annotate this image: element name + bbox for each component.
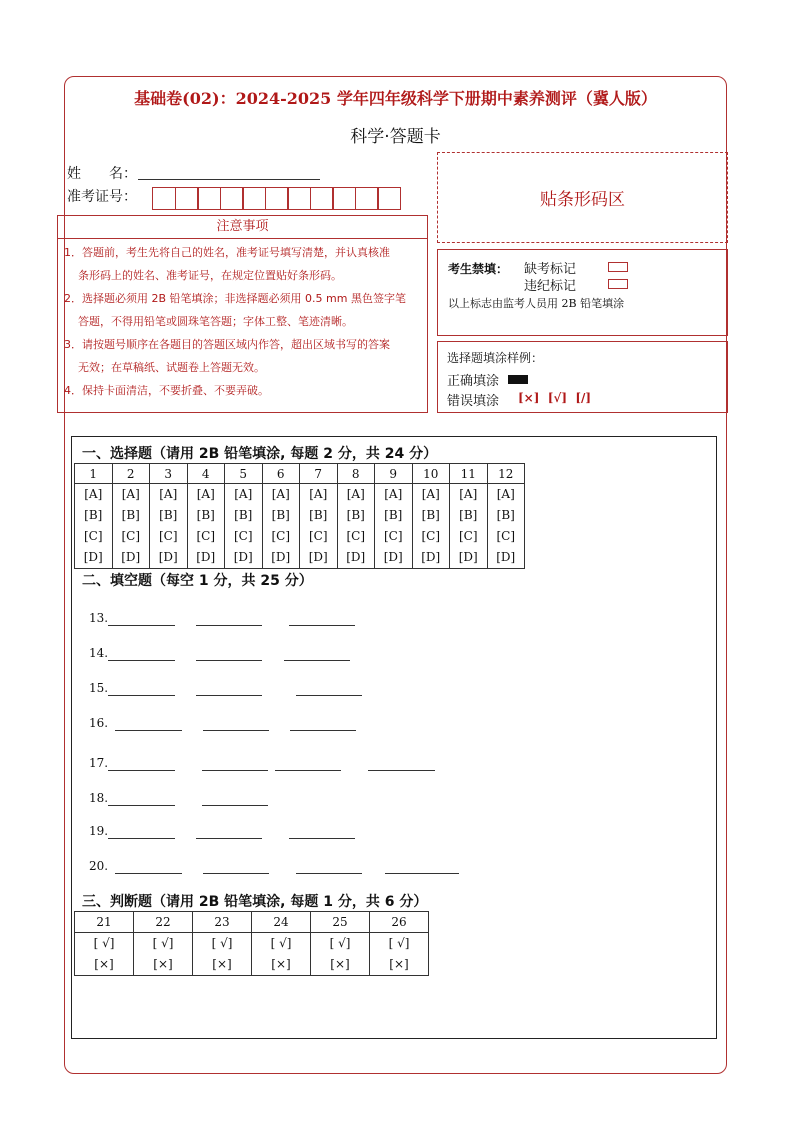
multiple-choice-grid xyxy=(74,463,525,569)
choice-option-bubble[interactable]: [C] xyxy=(121,529,141,543)
choice-option-bubble[interactable]: [B] xyxy=(496,508,515,522)
choice-option-bubble[interactable]: [D] xyxy=(158,550,178,564)
choice-option-bubble[interactable]: [B] xyxy=(346,508,365,522)
choice-option-bubble[interactable]: [D] xyxy=(233,550,253,564)
answer-blank[interactable] xyxy=(196,660,262,661)
choice-options-cell xyxy=(487,484,525,569)
choice-option-bubble[interactable]: [B] xyxy=(84,508,103,522)
notice-heading: 注意事项 xyxy=(58,216,427,239)
judge-option-bubble[interactable]: [×] xyxy=(271,957,291,971)
fill-question-number: 20. xyxy=(89,859,109,873)
notice-item: 答题，不得用铅笔或圆珠笔答题；字体工整、笔迹清晰。 xyxy=(78,315,353,328)
question-number: 26 xyxy=(370,912,429,933)
forbidden-label: 考生禁填： xyxy=(448,262,509,276)
choice-option-bubble[interactable]: [A] xyxy=(196,487,215,501)
answer-blank[interactable] xyxy=(290,730,356,731)
question-number: 6 xyxy=(262,464,300,484)
id-digit-cell[interactable] xyxy=(310,187,334,210)
wrong-fill-samples: [×] [√] [/] xyxy=(518,391,592,405)
question-number: 11 xyxy=(450,464,488,484)
fill-question-number: 13. xyxy=(89,611,109,625)
judge-option-bubble[interactable]: [×] xyxy=(153,957,173,971)
answer-blank[interactable] xyxy=(108,838,175,839)
question-number: 7 xyxy=(300,464,338,484)
correct-fill-label: 正确填涂 xyxy=(447,374,500,389)
choice-option-bubble[interactable]: [A] xyxy=(309,487,328,501)
sample-title: 选择题填涂样例： xyxy=(447,351,544,365)
answer-blank[interactable] xyxy=(196,625,262,626)
question-number: 25 xyxy=(311,912,370,933)
fill-sample-box xyxy=(437,341,728,413)
judge-options-cell xyxy=(311,933,370,976)
choice-option-bubble[interactable]: [A] xyxy=(459,487,478,501)
section1-title: 一、选择题（请用 2B 铅笔填涂, 每题 2 分，共 24 分） xyxy=(82,446,438,462)
judge-option-bubble[interactable]: [ √] xyxy=(388,936,410,950)
choice-option-bubble[interactable]: [B] xyxy=(159,508,178,522)
answer-blank[interactable] xyxy=(196,838,262,839)
judge-option-bubble[interactable]: [×] xyxy=(212,957,232,971)
choice-option-bubble[interactable]: [B] xyxy=(421,508,440,522)
question-number: 8 xyxy=(337,464,375,484)
answer-blank[interactable] xyxy=(108,625,175,626)
id-digit-cell[interactable] xyxy=(265,187,289,210)
answer-blank[interactable] xyxy=(296,873,362,874)
choice-options-cell xyxy=(150,484,188,569)
choice-option-bubble[interactable]: [C] xyxy=(83,529,103,543)
examiner-marks-box xyxy=(437,249,728,336)
choice-options-cell xyxy=(187,484,225,569)
judge-options-cell xyxy=(252,933,311,976)
absent-mark-label: 缺考标记 xyxy=(524,262,577,277)
judge-option-bubble[interactable]: [×] xyxy=(389,957,409,971)
judge-options-cell xyxy=(370,933,429,976)
id-digit-cell[interactable] xyxy=(287,187,311,210)
choice-option-bubble[interactable]: [A] xyxy=(421,487,440,501)
notice-item: 无效；在草稿纸、试题卷上答题无效。 xyxy=(78,361,265,374)
answer-blank[interactable] xyxy=(368,770,435,771)
question-number: 22 xyxy=(134,912,193,933)
section3-title: 三、判断题（请用 2B 铅笔填涂, 每题 1 分，共 6 分） xyxy=(82,894,428,910)
page-title: 基础卷(02)：2024-2025 学年四年级科学下册期中素养测评（冀人版） xyxy=(134,89,657,108)
choice-option-bubble[interactable]: [C] xyxy=(496,529,516,543)
barcode-area xyxy=(437,152,728,243)
choice-option-bubble[interactable]: [C] xyxy=(271,529,291,543)
notice-item: 4．保持卡面清洁，不要折叠、不要弄破。 xyxy=(64,384,269,397)
choice-option-bubble[interactable]: [A] xyxy=(346,487,365,501)
choice-option-bubble[interactable]: [A] xyxy=(84,487,103,501)
choice-option-bubble[interactable]: [C] xyxy=(233,529,253,543)
choice-option-bubble[interactable]: [D] xyxy=(346,550,366,564)
question-number: 2 xyxy=(112,464,150,484)
choice-options-cell xyxy=(112,484,150,569)
choice-option-bubble[interactable]: [D] xyxy=(496,550,516,564)
answer-blank[interactable] xyxy=(203,730,269,731)
notice-item: 1．答题前，考生先将自己的姓名，准考证号填写清楚，并认真核准 xyxy=(64,246,390,259)
choice-option-bubble[interactable]: [C] xyxy=(383,529,403,543)
answer-blank[interactable] xyxy=(202,770,268,771)
choice-options-cell xyxy=(450,484,488,569)
question-number: 3 xyxy=(150,464,188,484)
name-field[interactable] xyxy=(138,178,320,180)
choice-option-bubble[interactable]: [A] xyxy=(159,487,178,501)
wrong-fill-label: 错误填涂 xyxy=(447,394,500,409)
page-subtitle: 科学·答题卡 xyxy=(350,127,441,147)
judge-option-bubble[interactable]: [ √] xyxy=(152,936,174,950)
choice-option-bubble[interactable]: [B] xyxy=(459,508,478,522)
question-number: 23 xyxy=(193,912,252,933)
judge-option-bubble[interactable]: [ √] xyxy=(329,936,351,950)
choice-option-bubble[interactable]: [D] xyxy=(83,550,103,564)
choice-option-bubble[interactable]: [B] xyxy=(271,508,290,522)
choice-options-cell xyxy=(375,484,413,569)
violation-mark-box[interactable] xyxy=(608,279,628,289)
true-false-grid xyxy=(74,911,429,976)
question-number: 5 xyxy=(225,464,263,484)
choice-option-bubble[interactable]: [C] xyxy=(421,529,441,543)
id-digit-cell[interactable] xyxy=(175,187,199,210)
notice-item: 条形码上的姓名、准考证号，在规定位置贴好条形码。 xyxy=(78,269,342,282)
correct-fill-sample xyxy=(508,375,528,384)
notice-item: 2．选择题必须用 2B 铅笔填涂；非选择题必须用 0.5 mm 黑色签字笔 xyxy=(64,292,406,305)
fill-question-number: 18. xyxy=(89,791,109,805)
choice-option-bubble[interactable]: [C] xyxy=(308,529,328,543)
fill-question-number: 19. xyxy=(89,824,109,838)
answer-blank[interactable] xyxy=(289,838,355,839)
choice-option-bubble[interactable]: [A] xyxy=(271,487,290,501)
judge-options-cell xyxy=(75,933,134,976)
id-number-grid[interactable] xyxy=(152,187,400,210)
absent-mark-box[interactable] xyxy=(608,262,628,272)
question-number: 9 xyxy=(375,464,413,484)
choice-option-bubble[interactable]: [B] xyxy=(196,508,215,522)
choice-option-bubble[interactable]: [A] xyxy=(234,487,253,501)
choice-option-bubble[interactable]: [B] xyxy=(309,508,328,522)
fill-question-number: 15. xyxy=(89,681,109,695)
id-digit-cell[interactable] xyxy=(242,187,266,210)
question-number: 10 xyxy=(412,464,450,484)
judge-options-cell xyxy=(193,933,252,976)
id-digit-cell[interactable] xyxy=(377,187,401,210)
choice-options-cell xyxy=(262,484,300,569)
id-digit-cell[interactable] xyxy=(355,187,379,210)
question-number: 21 xyxy=(75,912,134,933)
name-label: 姓 名： xyxy=(67,166,137,182)
choice-options-cell xyxy=(225,484,263,569)
choice-option-bubble[interactable]: [D] xyxy=(121,550,141,564)
answer-blank[interactable] xyxy=(385,873,459,874)
answer-blank[interactable] xyxy=(284,660,350,661)
judge-option-bubble[interactable]: [ √] xyxy=(93,936,115,950)
id-digit-cell[interactable] xyxy=(152,187,176,210)
id-digit-cell[interactable] xyxy=(332,187,356,210)
choice-option-bubble[interactable]: [D] xyxy=(383,550,403,564)
question-number: 12 xyxy=(487,464,525,484)
choice-option-bubble[interactable]: [C] xyxy=(196,529,216,543)
answer-blank[interactable] xyxy=(108,695,175,696)
choice-option-bubble[interactable]: [A] xyxy=(121,487,140,501)
choice-option-bubble[interactable]: [C] xyxy=(458,529,478,543)
answer-blank[interactable] xyxy=(296,695,362,696)
answer-blank[interactable] xyxy=(203,873,269,874)
answer-blank[interactable] xyxy=(108,770,175,771)
choice-option-bubble[interactable]: [B] xyxy=(121,508,140,522)
answer-blank[interactable] xyxy=(115,873,182,874)
fill-question-number: 14. xyxy=(89,646,109,660)
answer-blank[interactable] xyxy=(275,770,341,771)
question-number: 1 xyxy=(75,464,113,484)
judge-options-cell xyxy=(134,933,193,976)
choice-option-bubble[interactable]: [B] xyxy=(234,508,253,522)
answer-blank[interactable] xyxy=(108,805,175,806)
judge-option-bubble[interactable]: [×] xyxy=(94,957,114,971)
choice-option-bubble[interactable]: [A] xyxy=(496,487,515,501)
answer-blank[interactable] xyxy=(115,730,182,731)
judge-option-bubble[interactable]: [ √] xyxy=(211,936,233,950)
fill-question-number: 17. xyxy=(89,756,109,770)
choice-option-bubble[interactable]: [D] xyxy=(196,550,216,564)
choice-option-bubble[interactable]: [C] xyxy=(158,529,178,543)
choice-options-cell xyxy=(412,484,450,569)
choice-option-bubble[interactable]: [D] xyxy=(271,550,291,564)
choice-option-bubble[interactable]: [C] xyxy=(346,529,366,543)
choice-option-bubble[interactable]: [B] xyxy=(384,508,403,522)
violation-mark-label: 违纪标记 xyxy=(524,279,577,294)
id-digit-cell[interactable] xyxy=(220,187,244,210)
choice-option-bubble[interactable]: [A] xyxy=(384,487,403,501)
notice-box xyxy=(57,215,428,413)
question-number: 24 xyxy=(252,912,311,933)
choice-options-cell xyxy=(75,484,113,569)
forbidden-note: 以上标志由监考人员用 2B 铅笔填涂 xyxy=(448,297,625,310)
choice-option-bubble[interactable]: [D] xyxy=(458,550,478,564)
id-label: 准考证号： xyxy=(67,189,137,205)
answer-blank[interactable] xyxy=(202,805,268,806)
id-digit-cell[interactable] xyxy=(197,187,221,210)
answer-blank[interactable] xyxy=(289,625,355,626)
judge-option-bubble[interactable]: [×] xyxy=(330,957,350,971)
barcode-label: 贴条形码区 xyxy=(540,190,625,210)
choice-option-bubble[interactable]: [D] xyxy=(421,550,441,564)
notice-item: 3．请按题号顺序在各题目的答题区域内作答，超出区域书写的答案 xyxy=(64,338,390,351)
judge-option-bubble[interactable]: [ √] xyxy=(270,936,292,950)
answer-blank[interactable] xyxy=(108,660,175,661)
choice-option-bubble[interactable]: [D] xyxy=(308,550,328,564)
answer-blank[interactable] xyxy=(196,695,262,696)
question-number: 4 xyxy=(187,464,225,484)
section2-title: 二、填空题（每空 1 分，共 25 分） xyxy=(82,573,313,589)
fill-question-number: 16. xyxy=(89,716,109,730)
choice-options-cell xyxy=(337,484,375,569)
choice-options-cell xyxy=(300,484,338,569)
